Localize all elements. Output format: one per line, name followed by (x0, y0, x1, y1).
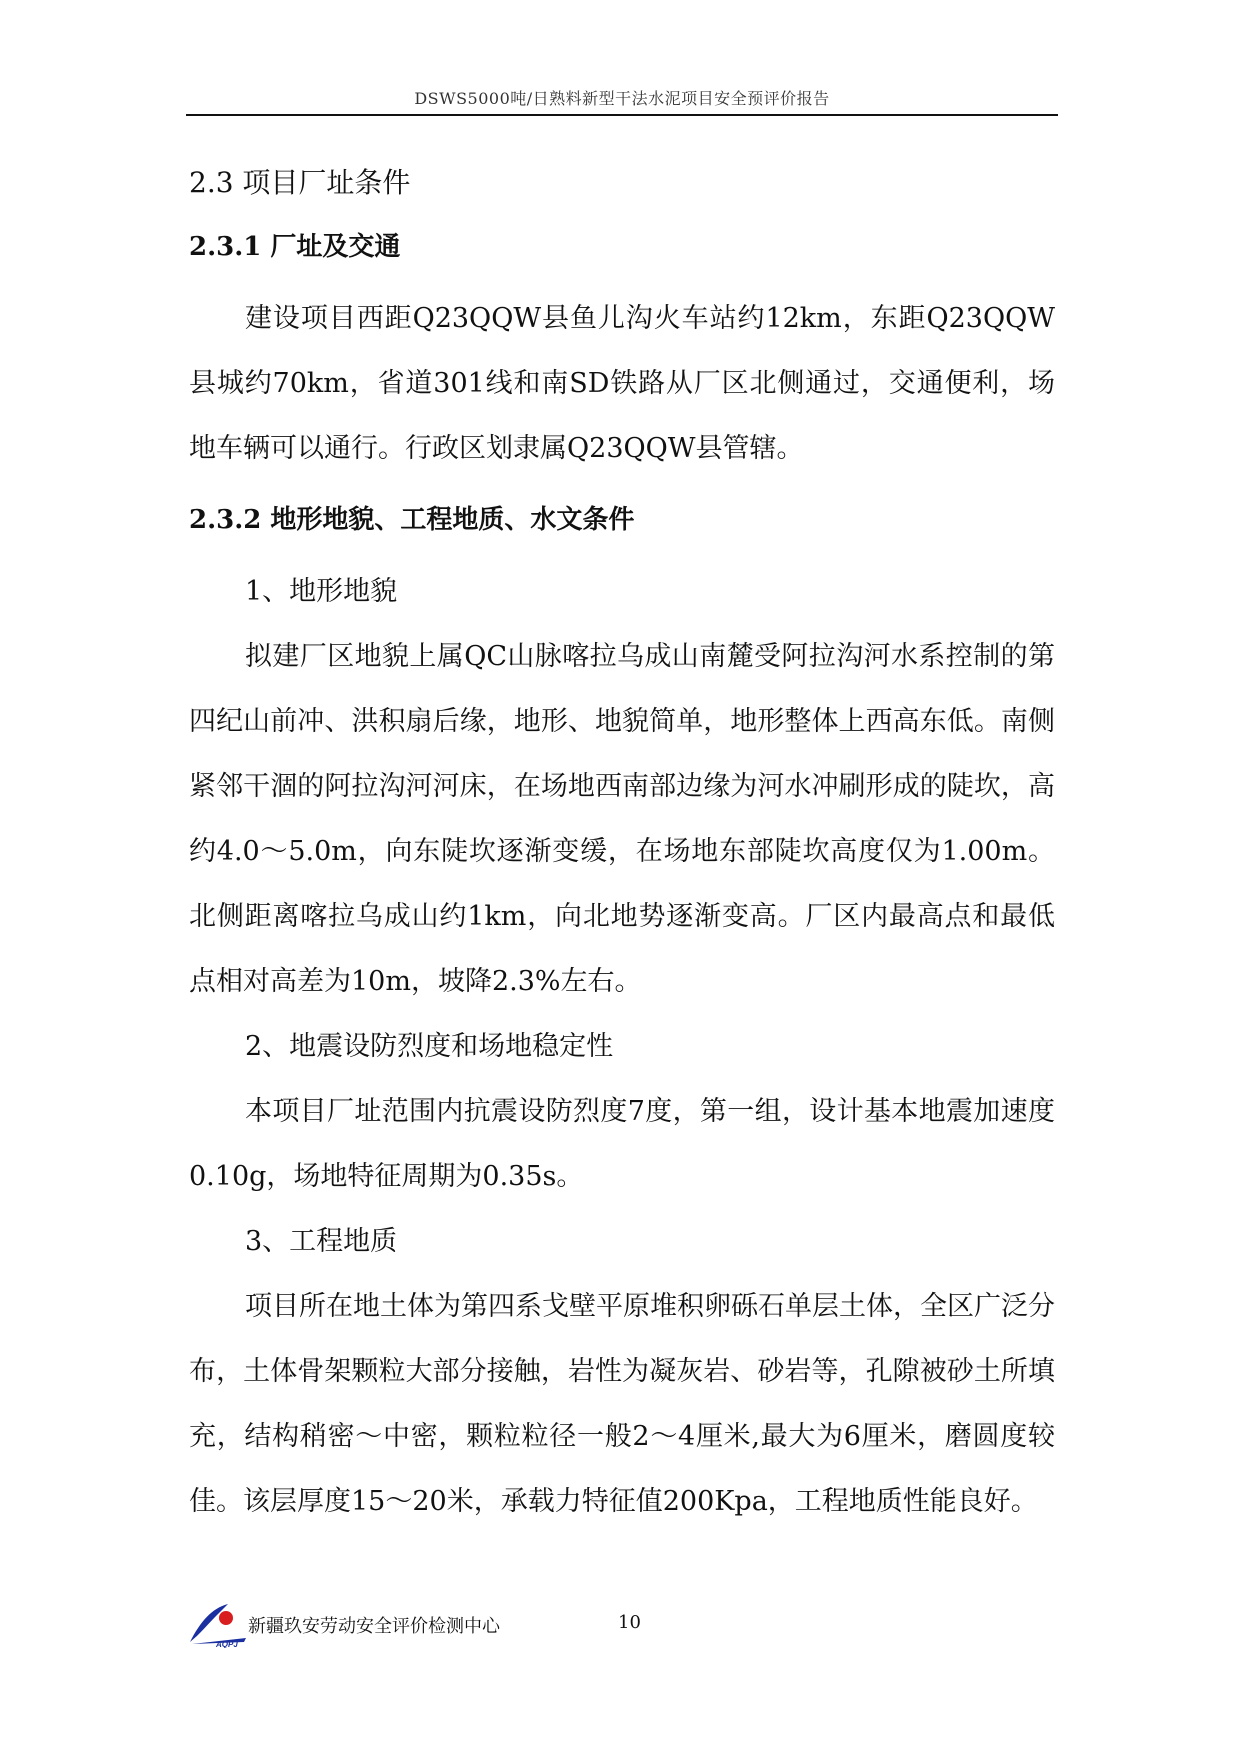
subsection-title-site-transport: 2.3.1 厂址及交通 (189, 232, 401, 262)
subsection-title-terrain-geology: 2.3.2 地形地貌、工程地质、水文条件 (189, 505, 635, 535)
logo-text: AQPJ (216, 1640, 238, 1648)
item-label-seismic: 2、地震设防烈度和场地稳定性 (245, 1031, 614, 1062)
paragraph-site-transport: 建设项目西距Q23QQW县鱼儿沟火车站约12km，东距Q23QQW县城约70km，省道301线和南SD铁路从厂区北侧通过，交通便利，场地车辆可以通行。行政区划隶属Q23QQW县管辖。 (189, 303, 1055, 464)
running-header: DSWS5000吨/日熟料新型干法水泥项目安全预评价报告 (414, 89, 830, 108)
section-title: 2.3 项目厂址条件 (189, 166, 411, 199)
organization-logo-icon (186, 1598, 250, 1648)
paragraph-terrain: 拟建厂区地貌上属QC山脉喀拉乌成山南麓受阿拉沟河水系控制的第四纪山前冲、洪积扇后缘，地形、地貌简单，地形整体上西高东低。南侧紧邻干涸的阿拉沟河河床，在场地西南部边缘为河水冲刷形成的陡坎，高约4.0～5.0m，向东陡坎逐渐变缓，在场地东部陡坎高度仅为1.00m。北侧距离喀拉乌成山约1km，向北地势逐渐变高。厂区内最高点和最低点相对高差为10m，坡降2.3%左右。 (189, 641, 1055, 997)
item-label-terrain: 1、地形地貌 (245, 576, 398, 607)
item-label-geology: 3、工程地质 (245, 1226, 398, 1257)
page-footer (186, 1598, 1058, 1658)
paragraph-seismic: 本项目厂址范围内抗震设防烈度7度，第一组，设计基本地震加速度 0.10g，场地特征周期为0.35s。 (189, 1096, 1055, 1192)
page-content (189, 158, 1055, 1534)
organization-name: 新疆玖安劳动安全评价检测中心 (248, 1616, 500, 1637)
paragraph-geology: 项目所在地土体为第四系戈壁平原堆积卵砾石单层土体，全区广泛分布，土体骨架颗粒大部分接触，岩性为凝灰岩、砂岩等，孔隙被砂土所填充，结构稍密～中密，颗粒粒径一般2～4厘米,最大为6厘米，磨圆度较佳。该层厚度15～20米，承载力特征值200Kpa，工程地质性能良好。 (189, 1291, 1055, 1517)
header-rule (186, 114, 1058, 116)
page-number: 10 (618, 1612, 641, 1633)
